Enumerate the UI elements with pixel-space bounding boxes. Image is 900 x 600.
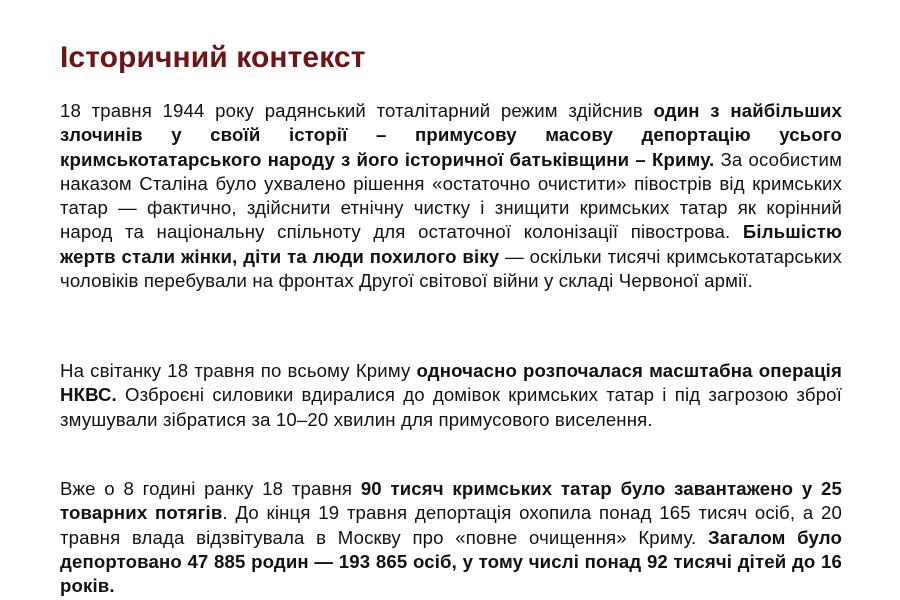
- text-run: — оскільки тисячі кримськотатарських чоловіків перебували на фронтах Другої світової війни у складі Червоної армії.: [60, 245, 842, 292]
- text-run: . До кінця 19 травня депортація охопила понад 165 тисяч осіб, а 20 травня влада відзвітувала в Москву про «повне очищення» Криму.: [60, 502, 842, 548]
- paragraph-3: [60, 477, 842, 598]
- bold-text-run: Більшістю жертв стали жінки, діти та люди похилого віку: [60, 221, 842, 267]
- page-title: Історичний контекст: [60, 41, 366, 74]
- bold-text-run: один з найбільших злочинів у своїй історії – примусову масову депортацію усього кримськотатарського народу з його історичної батьківщини – Криму.: [60, 100, 842, 170]
- bold-text-run: Загалом було депортовано 47 885 родин — 193 865 осіб, у тому числі понад 92 тисячі дітей до 16 років.: [60, 526, 842, 597]
- text-run: 18 травня 1944 року радянський тоталітарний режим здійснив: [60, 100, 654, 121]
- paragraph-1: [60, 99, 842, 293]
- paragraph-2: [60, 359, 842, 432]
- bold-text-run: одночасно розпочалася масштабна операція НКВС.: [60, 360, 842, 406]
- text-run: Вже о 8 годині ранку 18 травня: [60, 478, 361, 499]
- bold-text-run: 90 тисяч кримських татар було завантажено у 25 товарних потягів: [60, 478, 842, 524]
- text-run: На світанку 18 травня по всьому Криму: [60, 360, 417, 381]
- text-run: Озброєні силовики вдиралися до домівок кримських татар і під загрозою зброї змушували зібратися за 10–20 хвилин для примусового виселення.: [60, 384, 842, 430]
- text-run: За особистим наказом Сталіна було ухвалено рішення «остаточно очистити» півострів від кримських татар — фактично, здійснити етнічну чистку і знищити кримських татар як корінний народ та національну спільноту для остаточної колонізації півострова.: [60, 148, 843, 243]
